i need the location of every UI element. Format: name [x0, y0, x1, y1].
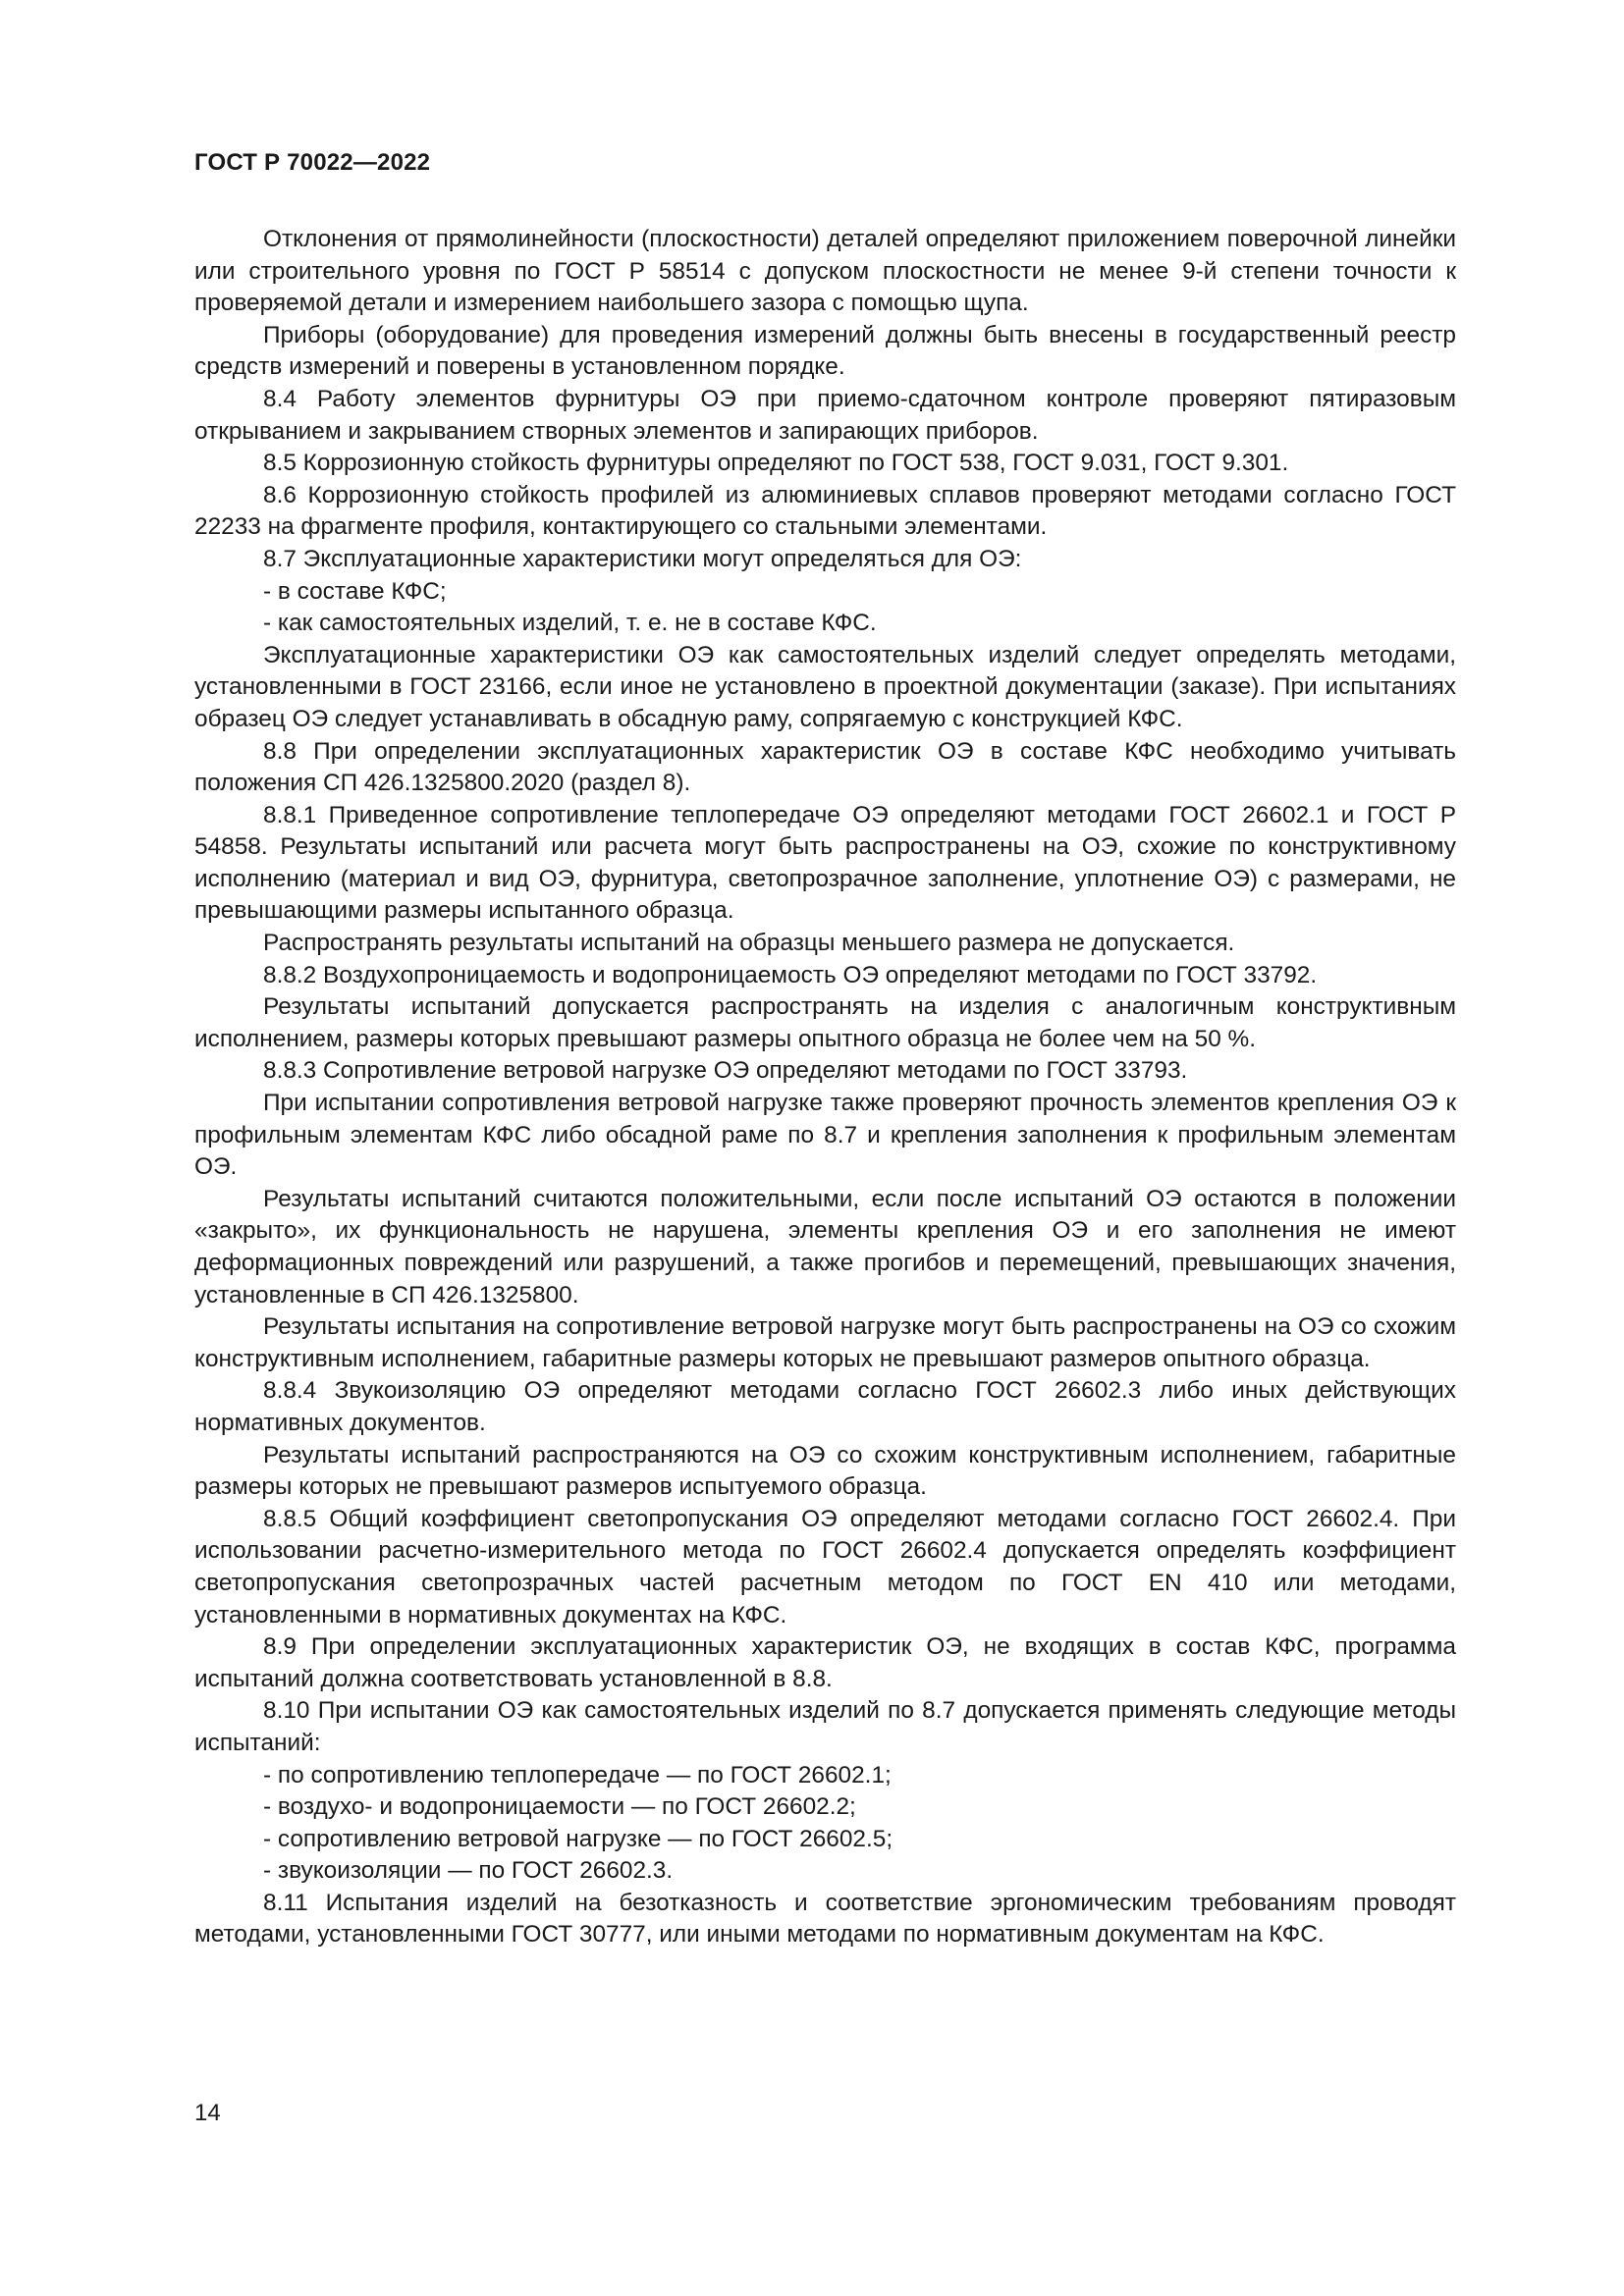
paragraph: 8.8.3 Сопротивление ветровой нагрузке ОЭ определяют методами по ГОСТ 33793. — [263, 1057, 1188, 1085]
paragraph: 8.5 Коррозионную стойкость фурнитуры определяют по ГОСТ 538, ГОСТ 9.031, ГОСТ 9.301. — [263, 450, 1289, 477]
paragraph: 8.8.1 Приведенное сопротивление теплопередаче ОЭ определяют методами ГОСТ 26602.1 и ГОСТ Р 54858. Результаты испытаний или расчета могут быть распространены на ОЭ, схожие по конструктивному исполнению (материал и вид ОЭ, фурнитура, светопрозрачное заполнение, уплотнение ОЭ) с размерами, не превышающими размеры испытанного образца. — [194, 801, 1456, 925]
list-item: - как самостоятельных изделий, т. е. не в составе КФС. — [263, 610, 877, 637]
list-item: - сопротивлению ветровой нагрузке — по ГОСТ 26602.5; — [263, 1825, 893, 1852]
paragraph: Результаты испытаний считаются положительными, если после испытаний ОЭ остаются в положении «закрыто», их функциональность не нарушена, элементы крепления ОЭ и его заполнения не имеют деформационных повреждений или разрушений, а также прогибов и перемещений, превышающих значения, установленные в СП 426.1325800. — [194, 1185, 1456, 1308]
paragraph: 8.8.4 Звукоизоляцию ОЭ определяют методами согласно ГОСТ 26602.3 либо иных действующих нормативных документов. — [194, 1377, 1456, 1436]
paragraph: Результаты испытаний допускается распространять на изделия с аналогичным конструктивным исполнением, размеры которых превышают размеры опытного образца не более чем на 50 %. — [194, 993, 1456, 1052]
paragraph: Результаты испытаний распространяются на ОЭ со схожим конструктивным исполнением, габаритные размеры которых не превышают размеров испытуемого образца. — [194, 1441, 1456, 1501]
page-number: 14 — [194, 2100, 221, 2126]
list-item: - по сопротивлению теплопередаче — по ГОСТ 26602.1; — [263, 1761, 892, 1789]
document-header: ГОСТ Р 70022—2022 — [194, 149, 431, 176]
paragraph: При испытании сопротивления ветровой нагрузке также проверяют прочность элементов крепления ОЭ к профильным элементам КФС либо обсадной раме по 8.7 и крепления заполнения к профильным элементам ОЭ. — [194, 1090, 1456, 1181]
paragraph: 8.8.5 Общий коэффициент светопропускания ОЭ определяют методами согласно ГОСТ 26602.4. При использовании расчетно-измерительного метода по ГОСТ 26602.4 допускается определять коэффициент светопропускания светопрозрачных частей расчетным методом по ГОСТ EN 410 или методами, установленными в нормативных документах на КФС. — [194, 1505, 1456, 1629]
paragraph: Приборы (оборудование) для проведения измерений должны быть внесены в государственный реестр средств измерений и поверены в установленном порядке. — [194, 321, 1456, 381]
paragraph: 8.10 При испытании ОЭ как самостоятельных изделий по 8.7 допускается применять следующие методы испытаний: — [194, 1697, 1456, 1756]
list-item: - в составе КФС; — [263, 577, 447, 605]
paragraph: Распространять результаты испытаний на образцы меньшего размера не допускается. — [263, 930, 1235, 957]
paragraph: Отклонения от прямолинейности (плоскостности) деталей определяют приложением поверочной линейки или строительного уровня по ГОСТ Р 58514 с допуском плоскостности не менее 9-й степени точности к проверяемой детали и измерением наибольшего зазора с помощью щупа. — [194, 226, 1456, 317]
paragraph: 8.8.2 Воздухопроницаемость и водопроницаемость ОЭ определяют методами по ГОСТ 33792. — [263, 961, 1318, 988]
paragraph: Результаты испытания на сопротивление ветровой нагрузке могут быть распространены на ОЭ со схожим конструктивным исполнением, габаритные размеры которых не превышают размеров опытного образца. — [194, 1313, 1456, 1372]
document-body — [194, 224, 1456, 1951]
paragraph: 8.8 При определении эксплуатационных характеристик ОЭ в составе КФС необходимо учитывать положения СП 426.1325800.2020 (раздел 8). — [194, 737, 1456, 797]
list-item: - звукоизоляции — по ГОСТ 26602.3. — [263, 1857, 674, 1885]
paragraph: Эксплуатационные характеристики ОЭ как самостоятельных изделий следует определять методами, установленными в ГОСТ 23166, если иное не установлено в проектной документации (заказе). При испытаниях образец ОЭ следует устанавливать в обсадную раму, сопрягаемую с конструкцией КФС. — [194, 641, 1456, 732]
paragraph: 8.4 Работу элементов фурнитуры ОЭ при приемо-сдаточном контроле проверяют пятиразовым открыванием и закрыванием створных элементов и запирающих приборов. — [194, 385, 1456, 445]
paragraph: 8.7 Эксплуатационные характеристики могут определяться для ОЭ: — [263, 545, 1022, 572]
list-item: - воздухо- и водопроницаемости — по ГОСТ 26602.2; — [263, 1793, 856, 1821]
paragraph: 8.6 Коррозионную стойкость профилей из алюминиевых сплавов проверяют методами согласно ГОСТ 22233 на фрагменте профиля, контактирующего со стальными элементами. — [194, 481, 1456, 541]
paragraph: 8.9 При определении эксплуатационных характеристик ОЭ, не входящих в состав КФС, программа испытаний должна соответствовать установленной в 8.8. — [194, 1633, 1456, 1692]
paragraph: 8.11 Испытания изделий на безотказность и соответствие эргономическим требованиям проводят методами, установленными ГОСТ 30777, или иными методами по нормативным документам на КФС. — [194, 1889, 1456, 1949]
